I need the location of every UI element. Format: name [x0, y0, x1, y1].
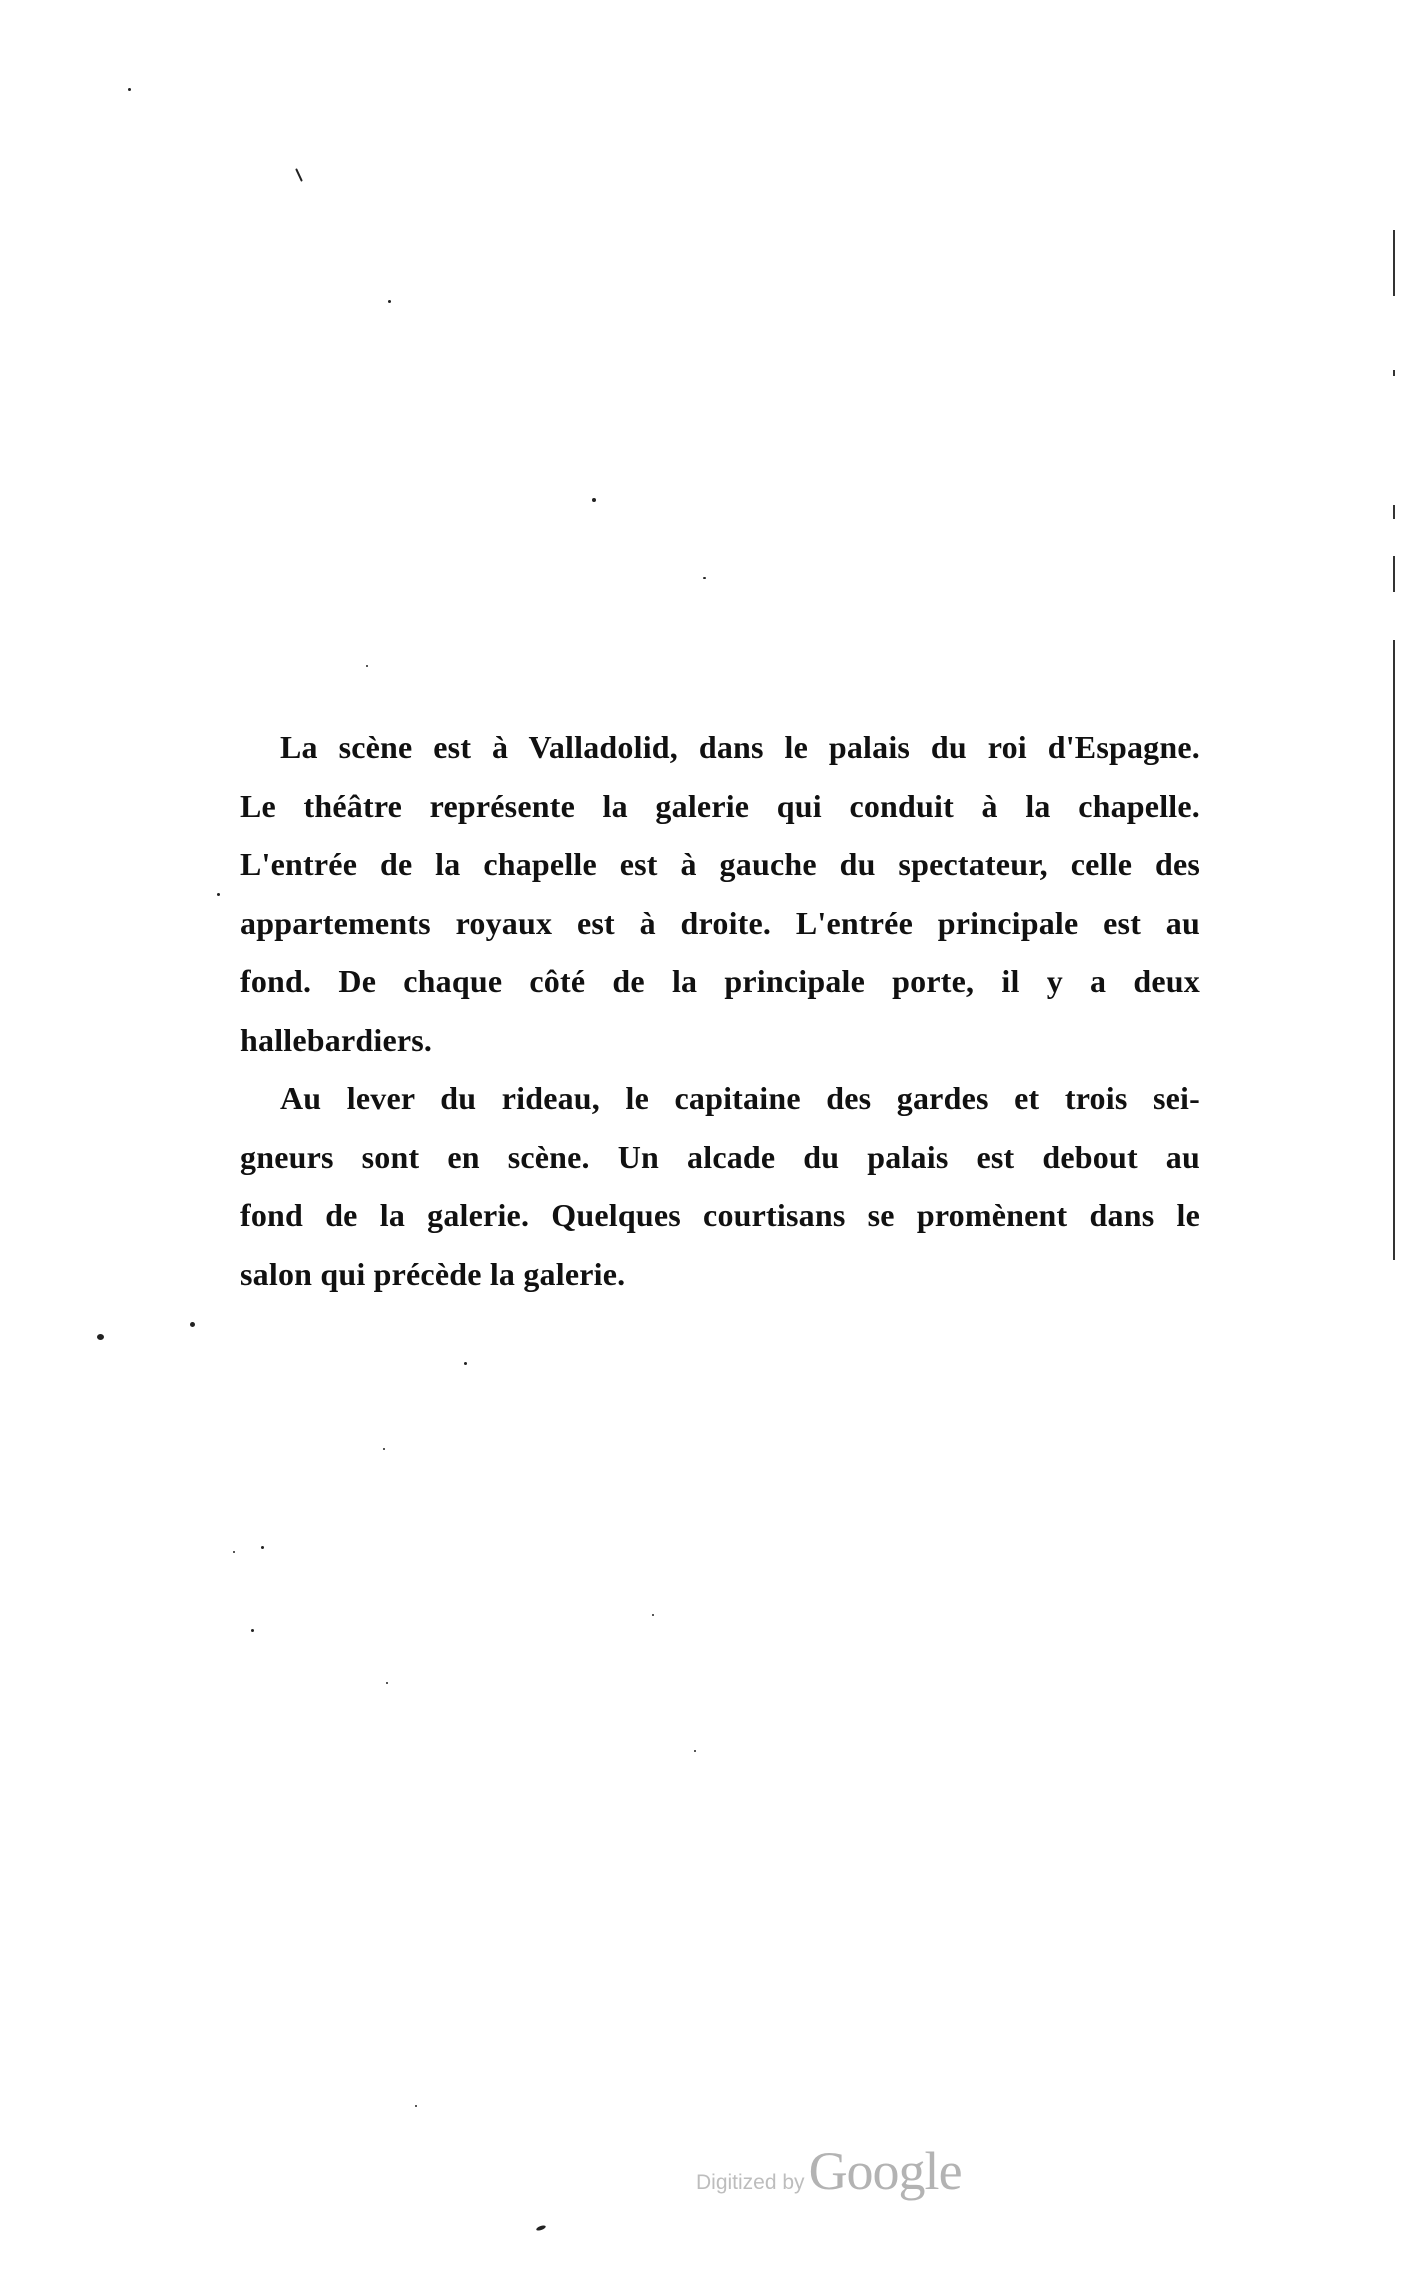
scan-speck	[217, 893, 220, 896]
scan-speck	[388, 300, 391, 303]
scan-edge-line	[1393, 505, 1395, 519]
scan-speck	[694, 1750, 696, 1752]
scan-speck	[464, 1362, 467, 1365]
scan-speck	[383, 1448, 385, 1450]
scan-speck	[536, 2224, 547, 2231]
text-line: fond. De chaque côté de la principale porte, il y a deux	[240, 963, 1200, 999]
scan-speck	[128, 88, 131, 91]
scan-edge-line	[1393, 640, 1395, 1260]
google-logo: Google	[808, 2141, 962, 2201]
scan-speck	[652, 1614, 654, 1616]
watermark-prefix: Digitized by	[696, 2171, 805, 2194]
scan-speck	[261, 1546, 264, 1549]
text-line: hallebardiers.	[240, 1021, 433, 1058]
paragraph-curtain-rise	[240, 1069, 1200, 1303]
scan-speck	[251, 1629, 254, 1632]
text-line: fond de la galerie. Quelques courtisans se promènent dans le	[240, 1197, 1200, 1233]
scan-edge-line	[1393, 230, 1395, 296]
text-line: La scène est à Valladolid, dans le palais du roi d'Espagne.	[280, 729, 1200, 765]
text-line: Le théâtre représente la galerie qui conduit à la chapelle.	[240, 787, 1200, 824]
scan-speck	[415, 2105, 417, 2107]
scan-speck	[97, 1334, 104, 1340]
scan-edge-line	[1393, 370, 1395, 376]
text-line: gneurs sont en scène. Un alcade du palais est debout au	[240, 1138, 1200, 1175]
text-line: salon qui précède la galerie.	[240, 1255, 626, 1292]
scan-speck	[295, 168, 303, 182]
scan-speck	[386, 1682, 388, 1684]
scan-speck	[703, 577, 706, 579]
paragraph-setting	[240, 718, 1200, 1069]
stage-direction-text	[240, 718, 1200, 1303]
scan-speck	[592, 498, 596, 502]
scan-speck	[190, 1322, 195, 1327]
digitized-by-google-watermark	[696, 2140, 962, 2202]
scan-speck	[233, 1551, 235, 1553]
scan-edge-line	[1393, 556, 1395, 592]
text-line: L'entrée de la chapelle est à gauche du spectateur, celle des	[240, 846, 1200, 882]
scan-speck	[366, 665, 368, 667]
text-line: appartements royaux est à droite. L'entrée principale est au	[240, 904, 1200, 941]
text-line: Au lever du rideau, le capitaine des gardes et trois sei-	[280, 1080, 1200, 1116]
